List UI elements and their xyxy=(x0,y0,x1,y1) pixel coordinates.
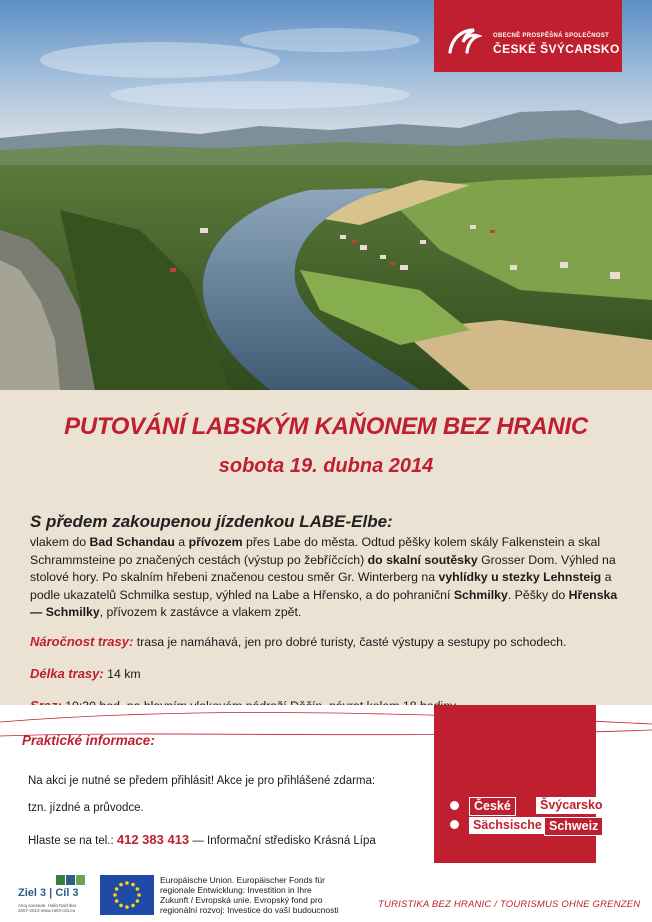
practical-heading: Praktické informace: xyxy=(22,733,155,748)
logo-schweiz: Schweiz xyxy=(544,817,603,836)
logo-small-text: OBECNĚ PROSPĚŠNÁ SPOLEČNOST xyxy=(493,33,610,39)
cs-sachsische-logo xyxy=(446,797,606,837)
route-description: vlakem do Bad Schandau a přívozem přes Labe do města. Odtud pěšky kolem skály Falkenstein a skal Schrammsteine po značených cestách (výstup po žebříčcích) do skalní soutěsky Grosser Dom. Výhled na stolové hory. Po skalním hřebeni značenou cestou směr Gr. Winterberg na vyhlídky u stezky Lehnsteig a podle ukazatelů Schmilka sestup, výhled na Labe a Hřensko, a do pohraniční Schmilky. Pěšky do Hřenska — Schmilky, přívozem k zastávce a vlakem zpět. xyxy=(30,535,618,619)
difficulty-label: Náročnost trasy: xyxy=(30,634,134,649)
ceske-svycarsko-logo xyxy=(434,0,622,72)
difficulty-value: trasa je namáhavá, jen pro dobré turisty, časté výstupy a sestupy po schodech. xyxy=(133,635,567,649)
ticket-heading: S předem zakoupenou jízdenkou LABE-Elbe: xyxy=(30,512,393,531)
contact-line: Hlaste se na tel.: 412 383 413 — Informační středisko Krásná Lípa xyxy=(28,832,376,847)
eu-funding-text: Europäische Union. Europäischer Fonds für regionale Entwicklung: Investition in Ihre Zukunft / Evropská unie. Evropský fond pro regionální rozvoj: Investice do vaší budoucnosti xyxy=(160,875,339,915)
included-note: tzn. jízdné a průvodce. xyxy=(28,802,144,814)
footer-slogan: TURISTIKA BEZ HRANIC / TOURISMUS OHNE GRENZEN xyxy=(378,899,641,910)
length-label: Délka trasy: xyxy=(30,666,104,681)
ziel3-subtitle: Ahoj sousede. Hallo Nachbar. 2007-2013 www.ziel3-cil3.eu xyxy=(18,903,78,913)
logo-sachsische: Sächsische xyxy=(469,817,546,834)
length-row xyxy=(30,666,141,681)
logo-dot-icon xyxy=(450,801,459,810)
registration-note: Na akci je nutné se předem přihlásit! Akce je pro přihlášené zdarma: xyxy=(28,775,376,787)
logo-arch-icon xyxy=(448,24,482,58)
logo-dot-icon xyxy=(450,820,459,829)
puzzle-icon xyxy=(54,873,88,887)
logo-svycarsko: Švýcarsko xyxy=(536,797,607,814)
length-value: 14 km xyxy=(103,667,141,681)
eu-flag-icon xyxy=(100,875,154,915)
event-title: PUTOVÁNÍ LABSKÝM KAŇONEM BEZ HRANIC xyxy=(64,413,588,440)
logo-ceske: České xyxy=(469,797,516,816)
footer xyxy=(0,863,652,922)
event-date: sobota 19. dubna 2014 xyxy=(218,455,434,477)
red-accent-panel xyxy=(434,705,596,863)
phone-number[interactable]: 412 383 413 xyxy=(116,832,190,847)
ziel3-title: Ziel 3 | Cíl 3 xyxy=(18,887,79,899)
logo-big-text: ČESKÉ ŠVÝCARSKO xyxy=(493,42,620,56)
ziel3-logo xyxy=(18,873,88,917)
difficulty-row xyxy=(30,634,566,649)
